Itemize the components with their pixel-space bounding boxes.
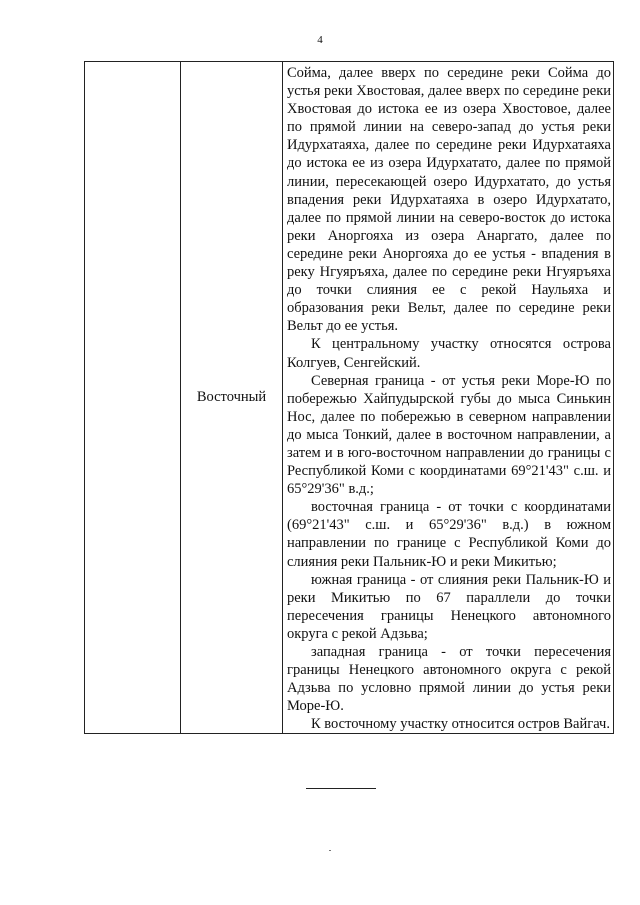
boundary-description-cell [283, 62, 614, 734]
paragraph-river-route: Сойма, далее вверх по середине реки Сойма до устья реки Хвостовая, далее вверх по середине реки Хвостовая до истока ее из озера Хвостовое, далее по прямой линии на северо-запад до устья реки Идурхатаяха, далее по середине реки Идурхатаяха до истока ее из озера Идурхатато, далее по прямой линии, пересекающей озеро Идурхатато, до устья впадения реки Идурхатаяха в озеро Идурхатато, далее по прямой линии на северо-восток до истока реки Аноргояха из озера Анаргато, далее по середине реки Аноргояха до ее устья - впадения в реку Нгуяръяха, далее по середине реки Нгуяръяха до точки слияния ее с рекой Наульяха и образования реки Вельт, далее по середине реки Вельт до ее устья. [287, 65, 611, 335]
paragraph-southern-border: южная граница - от слияния реки Пальник-Ю и реки Микитью по 67 параллели до точки пересечения границы Ненецкого автономного округа с рекой Адзьва; [287, 571, 611, 642]
footer-divider [306, 788, 376, 789]
boundary-table [84, 61, 614, 734]
paragraph-western-border: западная граница - от точки пересечения границы Ненецкого автономного округа с рекой Адзьва по условно прямой линии до устья реки Море-Ю. [287, 644, 611, 715]
index-cell [85, 62, 181, 734]
paragraph-northern-border: Северная граница - от устья реки Море-Ю по побережью Хайпудырской губы до мыса Синькин Нос, далее по побережью в северном направлении до мыса Тонкий, далее в восточном направлении, а затем и в юго-восточном направлении до границы с Республикой Коми с координатами 69°21'43" с.ш. и 65°29'36" в.д.; [287, 372, 611, 498]
table-row [85, 62, 614, 734]
page-number: 4 [317, 34, 323, 46]
paragraph-eastern-border: восточная граница - от точки с координатами (69°21'43" с.ш. и 65°29'36" в.д.) в южном направлении по границе с Республикой Коми до слияния реки Пальник-Ю и реки Микитью; [287, 499, 611, 570]
footer-mark [329, 850, 331, 851]
paragraph-eastern-island: К восточному участку относится остров Вайгач. [311, 716, 610, 733]
district-name-cell: Восточный [181, 62, 283, 734]
paragraph-central-islands: К центральному участку относятся острова Колгуев, Сенгейский. [287, 336, 611, 371]
